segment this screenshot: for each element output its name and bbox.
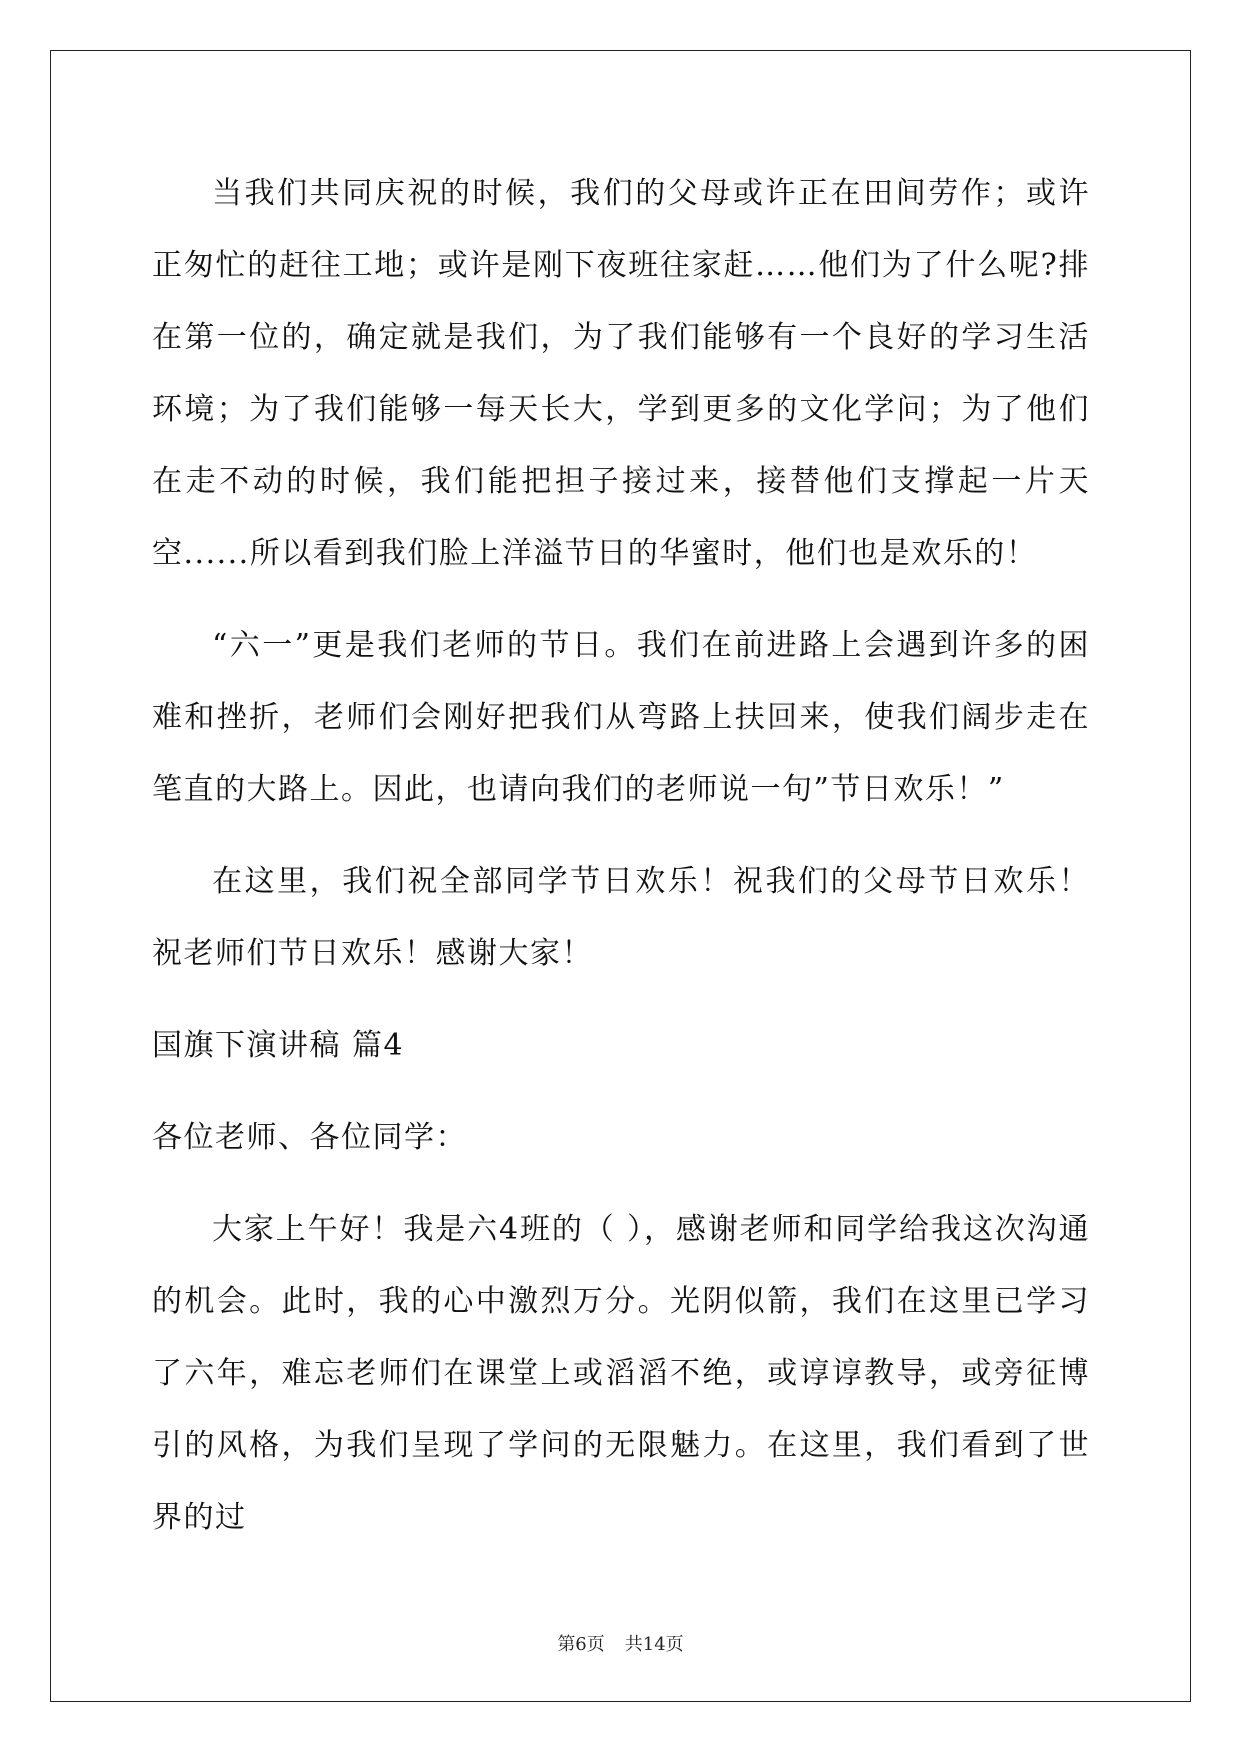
section-heading: 国旗下演讲稿 篇4 <box>152 1028 405 1063</box>
paragraph-introduction: 大家上午好！我是六4班的（ ），感谢老师和同学给我这次沟通的机会。此时，我的心中激烈万分。光阴似箭，我们在这里已学习了六年，难忘老师们在课堂上或滔滔不绝，或谆谆教导，或旁征博引的风格，为我们呈现了学问的无限魅力。在这里，我们看到了世界的过 <box>152 1212 1090 1535</box>
page-number: 第6页 <box>557 1634 605 1655</box>
paragraph-parents: 当我们共同庆祝的时候，我们的父母或许正在田间劳作；或许正匆忙的赶往工地；或许是刚下夜班往家赶……他们为了什么呢?排在第一位的，确定就是我们，为了我们能够有一个良好的学习生活环境；为了我们能够一每天长大，学到更多的文化学问；为了他们在走不动的时候，我们能把担子接过来，接替他们支撑起一片天空......所以看到我们脸上洋溢节日的华蜜时，他们也是欢乐的！ <box>152 176 1090 571</box>
paragraph-blessings: 在这里，我们祝全部同学节日欢乐！祝我们的父母节日欢乐！祝老师们节日欢乐！感谢大家！ <box>152 864 1090 971</box>
page-footer <box>0 1630 1241 1656</box>
page-total: 共14页 <box>624 1634 684 1655</box>
document-body <box>152 158 1090 1574</box>
paragraph-teachers: “六一”更是我们老师的节日。我们在前进路上会遇到许多的困难和挫折，老师们会刚好把我们从弯路上扶回来，使我们阔步走在笔直的大路上。因此，也请向我们的老师说一句”节日欢乐！” <box>152 628 1090 807</box>
salutation: 各位老师、各位同学： <box>152 1120 467 1155</box>
